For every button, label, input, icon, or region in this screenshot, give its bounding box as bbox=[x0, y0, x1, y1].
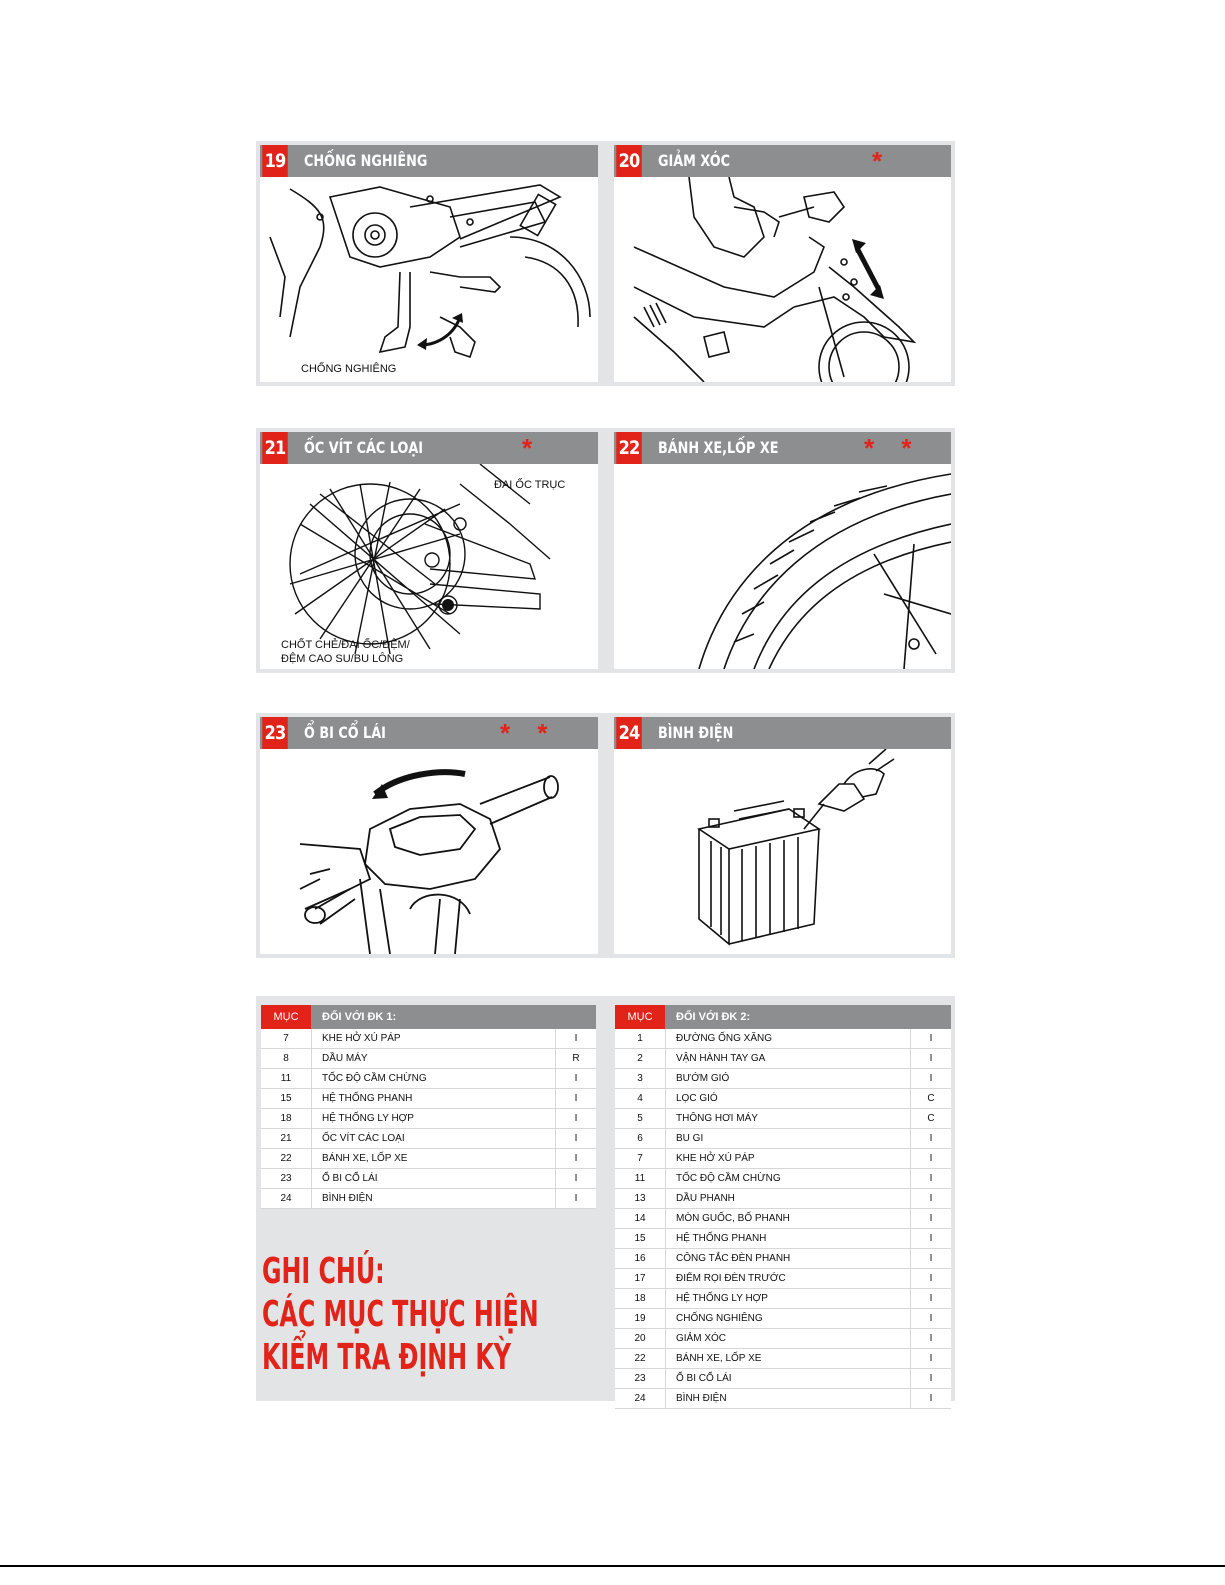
cell-name: KHE HỞ XÚ PÁP bbox=[322, 1033, 401, 1044]
cell-code: I bbox=[555, 1129, 596, 1148]
cell-code: R bbox=[555, 1049, 596, 1068]
panel-row-1 bbox=[256, 141, 955, 386]
panel-20 bbox=[614, 145, 951, 382]
cell-no: 7 bbox=[261, 1029, 312, 1048]
cell-name: TỐC ĐỘ CẦM CHỪNG bbox=[322, 1073, 427, 1084]
column-muc: MỤC bbox=[261, 1005, 311, 1029]
table-row bbox=[261, 1149, 596, 1169]
column-title: ĐỐI VỚI ĐK 1: bbox=[322, 1011, 397, 1023]
table-row bbox=[615, 1169, 951, 1189]
cell-code: I bbox=[910, 1169, 951, 1188]
label-side-stand: CHỐNG NGHIÊNG bbox=[301, 363, 397, 375]
table-header bbox=[615, 1005, 951, 1029]
cell-code: I bbox=[910, 1309, 951, 1328]
table-row bbox=[615, 1189, 951, 1209]
label-cotter-pin: CHỐT CHẺ/ĐAI ỐC/ĐỆM/ bbox=[281, 639, 410, 651]
cell-name: ỐC VÍT CÁC LOẠI bbox=[322, 1133, 405, 1144]
panel-header bbox=[260, 145, 598, 177]
table-dk1 bbox=[261, 1005, 596, 1209]
panel-title: CHỐNG NGHIÊNG bbox=[304, 151, 428, 170]
cell-no: 4 bbox=[615, 1089, 666, 1108]
cell-no: 8 bbox=[261, 1049, 312, 1068]
table-row bbox=[615, 1249, 951, 1269]
cell-name: HỆ THỐNG PHANH bbox=[322, 1093, 413, 1104]
cell-no: 6 bbox=[615, 1129, 666, 1148]
cell-code: I bbox=[555, 1029, 596, 1048]
cell-name: BU GI bbox=[676, 1133, 704, 1144]
table-row bbox=[615, 1069, 951, 1089]
column-title: ĐỐI VỚI ĐK 2: bbox=[676, 1011, 751, 1023]
panel-row-3 bbox=[256, 713, 955, 958]
cell-code: I bbox=[910, 1269, 951, 1288]
label-rubber-washer: ĐỆM CAO SU/BU LÔNG bbox=[281, 653, 404, 665]
cell-code: I bbox=[910, 1069, 951, 1088]
cell-code: I bbox=[910, 1209, 951, 1228]
table-row bbox=[261, 1029, 596, 1049]
table-row bbox=[615, 1089, 951, 1109]
cell-name: DẦU MÁY bbox=[322, 1053, 368, 1064]
cell-no: 23 bbox=[615, 1369, 666, 1388]
note-line: KIỂM TRA ĐỊNH KỲ bbox=[262, 1337, 511, 1378]
cell-code: I bbox=[555, 1149, 596, 1168]
cell-no: 18 bbox=[615, 1289, 666, 1308]
panel-header bbox=[260, 432, 598, 464]
table-row bbox=[261, 1089, 596, 1109]
table-row bbox=[615, 1289, 951, 1309]
cell-no: 15 bbox=[261, 1089, 312, 1108]
cell-code: I bbox=[910, 1389, 951, 1408]
cell-name: CHỐNG NGHIÊNG bbox=[676, 1313, 763, 1324]
cell-no: 1 bbox=[615, 1029, 666, 1048]
table-row bbox=[261, 1169, 596, 1189]
cell-no: 11 bbox=[261, 1069, 312, 1088]
panel-title: ỐC VÍT CÁC LOẠI bbox=[304, 438, 423, 457]
cell-name: DẦU PHANH bbox=[676, 1193, 735, 1204]
cell-no: 18 bbox=[261, 1109, 312, 1128]
cell-name: BƯỚM GIÓ bbox=[676, 1073, 730, 1084]
table-row bbox=[615, 1209, 951, 1229]
cell-code: I bbox=[910, 1049, 951, 1068]
cell-name: VẬN HÀNH TAY GA bbox=[676, 1053, 766, 1064]
table-row bbox=[615, 1149, 951, 1169]
cell-no: 17 bbox=[615, 1269, 666, 1288]
cell-code: I bbox=[555, 1089, 596, 1108]
importance-stars: * * bbox=[864, 433, 922, 463]
cell-name: Ổ BI CỔ LÁI bbox=[322, 1173, 378, 1184]
panel-number: 20 bbox=[616, 145, 642, 177]
table-row bbox=[615, 1309, 951, 1329]
importance-stars: * * bbox=[500, 718, 558, 748]
cell-name: CÔNG TẮC ĐÈN PHANH bbox=[676, 1253, 791, 1264]
cell-name: HỆ THỐNG PHANH bbox=[676, 1233, 767, 1244]
cell-no: 19 bbox=[615, 1309, 666, 1328]
table-row bbox=[615, 1389, 951, 1409]
table-row bbox=[615, 1349, 951, 1369]
cell-no: 2 bbox=[615, 1049, 666, 1068]
cell-name: ĐIỂM RỌI ĐÈN TRƯỚC bbox=[676, 1273, 786, 1284]
cell-name: ĐƯỜNG ỐNG XĂNG bbox=[676, 1033, 773, 1044]
cell-no: 23 bbox=[261, 1169, 312, 1188]
cell-no: 22 bbox=[261, 1149, 312, 1168]
panel-number: 24 bbox=[616, 717, 642, 749]
suspension-illustration bbox=[614, 177, 951, 382]
importance-stars: * bbox=[872, 146, 893, 176]
cell-name: BÌNH ĐIỆN bbox=[322, 1193, 373, 1204]
cell-code: C bbox=[910, 1109, 951, 1128]
cell-name: BÌNH ĐIỆN bbox=[676, 1393, 727, 1404]
table-row bbox=[261, 1069, 596, 1089]
table-row bbox=[615, 1129, 951, 1149]
cell-no: 15 bbox=[615, 1229, 666, 1248]
cell-name: HỆ THỐNG LY HỢP bbox=[322, 1113, 414, 1124]
cell-no: 20 bbox=[615, 1329, 666, 1348]
cell-code: I bbox=[910, 1189, 951, 1208]
table-header bbox=[261, 1005, 596, 1029]
cell-code: I bbox=[910, 1289, 951, 1308]
panel-number: 23 bbox=[262, 717, 288, 749]
table-row bbox=[615, 1029, 951, 1049]
panel-21 bbox=[260, 432, 598, 669]
cell-name: HỆ THỐNG LY HỢP bbox=[676, 1293, 768, 1304]
cell-code: I bbox=[910, 1149, 951, 1168]
cell-code: I bbox=[910, 1349, 951, 1368]
panel-19 bbox=[260, 145, 598, 382]
cell-code: I bbox=[555, 1169, 596, 1188]
note-block bbox=[262, 1250, 539, 1379]
cell-code: I bbox=[555, 1109, 596, 1128]
cell-code: I bbox=[910, 1329, 951, 1348]
cell-no: 22 bbox=[615, 1349, 666, 1368]
label-axle-nut: ĐAI ỐC TRỤC bbox=[494, 479, 566, 491]
panel-number: 19 bbox=[262, 145, 288, 177]
table-row bbox=[615, 1049, 951, 1069]
cell-name: LỌC GIÓ bbox=[676, 1093, 718, 1104]
panel-title: GIẢM XÓC bbox=[658, 151, 731, 170]
panel-title: BÌNH ĐIỆN bbox=[658, 723, 734, 742]
page-footer-rule bbox=[0, 1565, 1225, 1567]
cell-no: 3 bbox=[615, 1069, 666, 1088]
cell-code: I bbox=[910, 1029, 951, 1048]
panel-header bbox=[614, 432, 951, 464]
cell-no: 11 bbox=[615, 1169, 666, 1188]
panel-title: Ổ BI CỔ LÁI bbox=[304, 723, 386, 742]
panel-23 bbox=[260, 717, 598, 954]
table-row bbox=[615, 1329, 951, 1349]
panel-header bbox=[614, 145, 951, 177]
panel-22 bbox=[614, 432, 951, 669]
importance-stars: * bbox=[522, 433, 543, 463]
cell-name: Ổ BI CỔ LÁI bbox=[676, 1373, 732, 1384]
cell-code: I bbox=[910, 1129, 951, 1148]
cell-code: I bbox=[555, 1069, 596, 1088]
table-row bbox=[261, 1189, 596, 1209]
cell-code: C bbox=[910, 1089, 951, 1108]
cell-name: KHE HỞ XÚ PÁP bbox=[676, 1153, 755, 1164]
cell-no: 13 bbox=[615, 1189, 666, 1208]
panel-header bbox=[614, 717, 951, 749]
panel-number: 21 bbox=[262, 432, 288, 464]
cell-no: 21 bbox=[261, 1129, 312, 1148]
cell-code: I bbox=[910, 1369, 951, 1388]
table-row bbox=[261, 1129, 596, 1149]
note-line: CÁC MỤC THỰC HIỆN bbox=[262, 1294, 539, 1335]
panel-24 bbox=[614, 717, 951, 954]
panel-header bbox=[260, 717, 598, 749]
panel-title: BÁNH XE,LỐP XE bbox=[658, 438, 779, 457]
cell-name: MÒN GUỐC, BỐ PHANH bbox=[676, 1213, 790, 1224]
cell-name: THÔNG HƠI MÁY bbox=[676, 1113, 758, 1124]
cell-no: 24 bbox=[261, 1189, 312, 1208]
steering-bearing-illustration bbox=[260, 749, 598, 954]
cell-no: 24 bbox=[615, 1389, 666, 1408]
cell-code: I bbox=[910, 1229, 951, 1248]
table-row bbox=[261, 1109, 596, 1129]
cell-no: 14 bbox=[615, 1209, 666, 1228]
table-dk2 bbox=[615, 1005, 951, 1409]
cell-no: 16 bbox=[615, 1249, 666, 1268]
cell-code: I bbox=[910, 1249, 951, 1268]
side-stand-illustration bbox=[260, 177, 598, 382]
battery-illustration bbox=[614, 749, 951, 954]
note-title: GHI CHÚ: bbox=[262, 1251, 385, 1292]
cell-name: BÁNH XE, LỐP XE bbox=[322, 1153, 408, 1164]
table-row bbox=[615, 1229, 951, 1249]
table-row bbox=[615, 1269, 951, 1289]
cell-name: GIẢM XÓC bbox=[676, 1333, 727, 1344]
cell-code: I bbox=[555, 1189, 596, 1208]
table-row bbox=[261, 1049, 596, 1069]
cell-no: 7 bbox=[615, 1149, 666, 1168]
cell-name: TỐC ĐỘ CẦM CHỪNG bbox=[676, 1173, 781, 1184]
wheel-tire-illustration bbox=[614, 464, 951, 669]
column-muc: MỤC bbox=[615, 1005, 665, 1029]
cell-name: BÁNH XE, LỐP XE bbox=[676, 1353, 762, 1364]
table-row bbox=[615, 1109, 951, 1129]
table-row bbox=[615, 1369, 951, 1389]
panel-number: 22 bbox=[616, 432, 642, 464]
panel-row-2 bbox=[256, 428, 955, 673]
cell-no: 5 bbox=[615, 1109, 666, 1128]
